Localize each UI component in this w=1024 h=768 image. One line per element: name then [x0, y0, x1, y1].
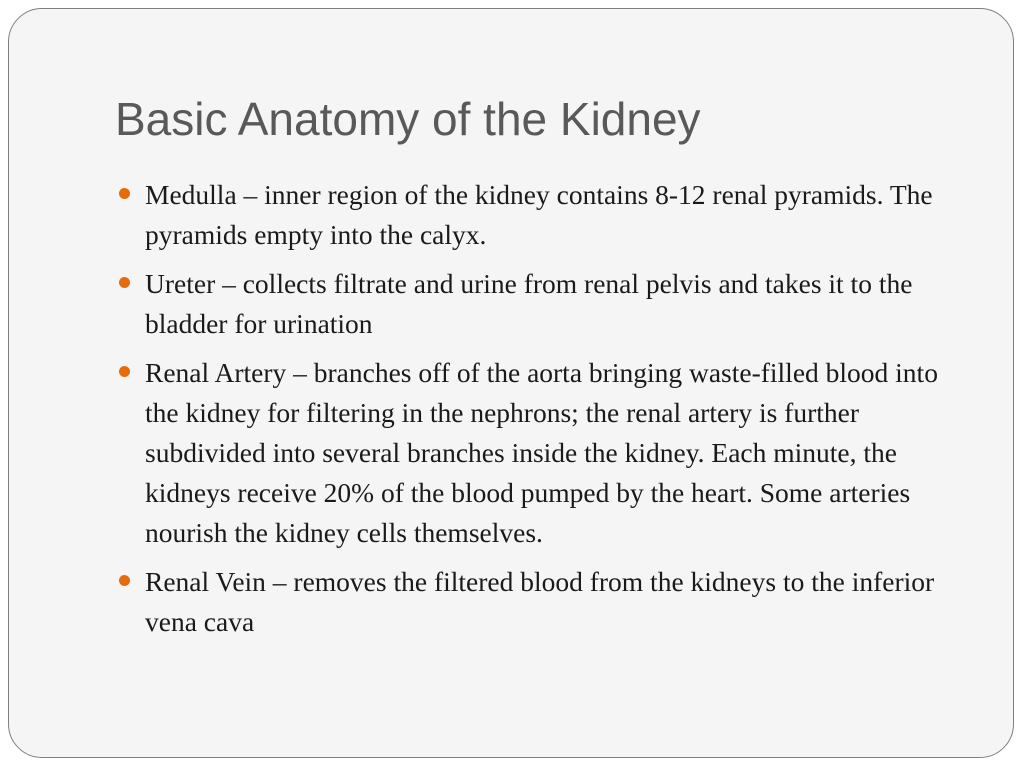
bullet-item-renal-vein	[115, 562, 975, 642]
bullet-item-ureter	[115, 264, 975, 344]
slide-title: Basic Anatomy of the Kidney	[115, 93, 701, 145]
bullet-text: Medulla – inner region of the kidney contains 8-12 renal pyramids. The pyramids empty into the calyx.	[145, 179, 933, 250]
bullet-dot-icon	[119, 277, 130, 288]
bullet-dot-icon	[119, 188, 130, 199]
bullet-text: Renal Vein – removes the filtered blood from the kidneys to the inferior vena cava	[145, 566, 935, 637]
bullet-list	[115, 175, 975, 651]
slide-frame	[8, 8, 1014, 758]
bullet-text: Renal Artery – branches off of the aorta bringing waste-filled blood into the kidney for filtering in the nephrons; the renal artery is further subdivided into several branches inside the kidney. Each minute, the kidneys receive 20% of the blood pumped by the heart. Some arteries nourish the kidney cells themselves.	[145, 357, 938, 548]
bullet-text: Ureter – collects filtrate and urine from renal pelvis and takes it to the bladder for urination	[145, 268, 913, 339]
bullet-item-medulla	[115, 175, 975, 255]
bullet-dot-icon	[119, 575, 130, 586]
bullet-dot-icon	[119, 366, 130, 377]
bullet-item-renal-artery	[115, 353, 975, 553]
